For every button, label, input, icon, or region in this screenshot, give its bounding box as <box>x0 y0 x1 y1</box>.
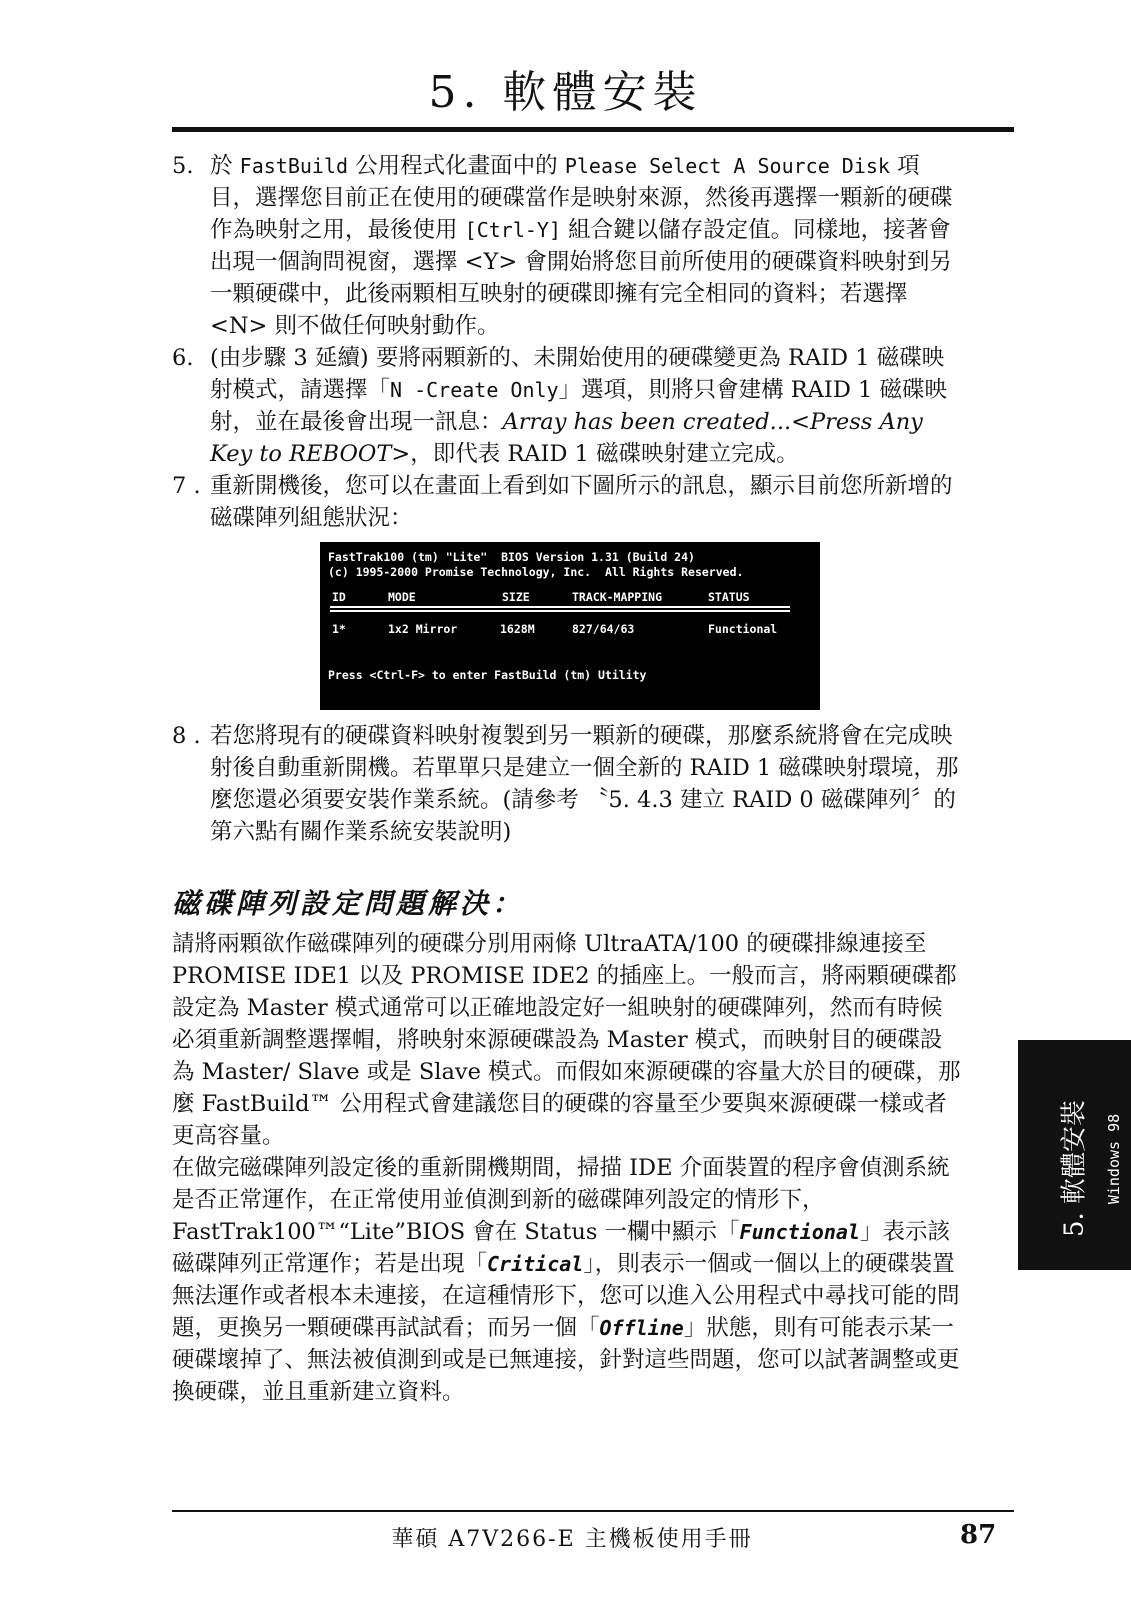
text: 」狀態，則有可能表示某一硬碟壞掉了、無法被偵測到或是已無連接，針對這些問題，您可以試著調整或更換硬碟，並且重新建立資料。 <box>172 1315 960 1405</box>
bios-header-track: TRACK-MAPPING <box>572 590 663 604</box>
bios-header-status: STATUS <box>708 590 750 604</box>
bios-cell-mode: 1x2 Mirror <box>388 622 458 636</box>
section-paragraph-1: 請將兩顆欲作磁碟陣列的硬碟分別用兩條 UltraATA/100 的硬碟排線連接至 PROMISE IDE1 以及 PROMISE IDE2 的插座上。一般而言，將兩顆硬碟都設定為 Master 模式通常可以正確地設定好一組映射的硬碟陣列，然而有時候必須重新調整選擇帽，將映射來源硬碟設為 Master 模式，而映射目的硬碟設為 Master/ Slave 或是 Slave 模式。而假如來源硬碟的容量大於目的硬碟，那麼 FastBuild™ 公用程式會建議您目的硬碟的容量至少要與來源硬碟一樣或者更高容量。 <box>172 931 961 1149</box>
section-heading: 磁碟陣列設定問題解決： <box>172 887 525 920</box>
bios-header-mode: MODE <box>388 590 416 604</box>
bios-line-2: (c) 1995-2000 Promise Technology, Inc. All Rights Reserved. <box>328 565 744 579</box>
text: 」，則表示一個或一個以上的硬碟裝置無法運作或者根本未連接，在這種情形下，您可以進入公用程式中尋找可能的問題，更換另一顆硬碟再試試看；而另一個「 <box>172 1251 960 1341</box>
bios-cell-track: 827/64/63 <box>572 622 635 636</box>
text: 項目，選擇您目前正在使用的硬碟當作是映射來源，然後再選擇一顆新的硬碟作為映射之用，最後使用 <box>210 153 953 243</box>
item-number: 5. <box>172 153 194 179</box>
text: 」表示該磁碟陣列正常運作；若是出現「 <box>172 1219 950 1277</box>
list-item-5 <box>172 150 964 342</box>
text: 於 <box>210 153 240 179</box>
bios-cell-status: Functional <box>708 622 778 636</box>
bios-screenshot <box>320 542 820 710</box>
text: 在做完磁碟陣列設定後的重新開機期間，掃描 IDE 介面裝置的程序會偵測系統是否正常運作，在正常使用並偵測到新的磁碟陣列設定的情形下，FastTrak100™“Lite”BIOS 會在 Status 一欄中顯示「 <box>172 1155 950 1245</box>
text-code: N -Create Only <box>390 378 559 402</box>
text-code: [Ctrl-Y] <box>464 218 561 242</box>
list-item-8 <box>172 720 964 848</box>
footer-text: 華碩 A7V266-E 主機板使用手冊 <box>391 1527 753 1552</box>
text: 若您將現有的硬碟資料映射複製到另一顆新的硬碟，那麼系統將會在完成映射後自動重新開機。若單單只是建立一個全新的 RAID 1 磁碟映射環境，那麼您還必須要安裝作業系統。(請參考 〝5. 4.3 建立 RAID 0 磁碟陣列〞的第六點有關作業系統安裝說明) <box>210 723 959 845</box>
bottom-rule <box>172 1510 1014 1512</box>
status-critical: Critical <box>487 1252 584 1276</box>
content <box>172 150 964 1408</box>
section-paragraph-2 <box>172 1152 964 1408</box>
text: 」選項，則將只會建構 RAID 1 磁碟映射，並在最後會出現一訊息： <box>210 377 947 435</box>
bios-header-id: ID <box>332 590 346 604</box>
text: 組合鍵以儲存設定值。同樣地，接著會出現一個詢問視窗，選擇 <Y> 會開始將您目前所使用的硬碟資料映射到另一顆硬碟中，此後兩顆相互映射的硬碟即擁有完全相同的資料；若選擇 <N> 則不做任何映射動作。 <box>210 217 952 339</box>
text: 公用程式化畫面中的 <box>348 153 565 179</box>
text-italic: Array has been created...<Press Any Key to REBOOT> <box>210 409 923 467</box>
text: 重新開機後，您可以在畫面上看到如下圖所示的訊息，顯示目前您所新增的磁碟陣列組態狀況： <box>210 473 953 531</box>
page-title: 5. 軟體安裝 <box>428 67 703 118</box>
side-tab-subtitle: Windows 98 <box>1105 1113 1123 1205</box>
chapter-side-tab <box>1018 1040 1131 1270</box>
item-number: 7 . <box>172 473 201 499</box>
bios-cell-id: 1* <box>332 622 346 636</box>
status-offline: Offline <box>599 1316 684 1340</box>
bios-divider <box>330 606 790 612</box>
page-number: 87 <box>960 1520 997 1550</box>
list-item-7 <box>172 470 964 534</box>
text: ，即代表 RAID 1 磁碟映射建立完成。 <box>410 441 799 467</box>
side-tab-title: 5. 軟體安裝 <box>1059 1099 1090 1238</box>
bios-line-1: FastTrak100 (tm) "Lite" BIOS Version 1.31 (Build 24) <box>328 550 695 564</box>
list-item-6 <box>172 342 964 470</box>
top-rule <box>172 127 1014 132</box>
bios-header-size: SIZE <box>502 590 530 604</box>
bios-footer: Press <Ctrl-F> to enter FastBuild (tm) Utility <box>328 668 647 682</box>
text-code: Please Select A Source Disk <box>564 154 890 178</box>
item-number: 8 . <box>172 723 201 749</box>
text: (由步驟 3 延續) 要將兩顆新的、未開始使用的硬碟變更為 RAID 1 磁碟映射模式，請選擇「 <box>210 345 945 403</box>
text-code: FastBuild <box>239 154 349 178</box>
item-number: 6. <box>172 345 194 371</box>
status-functional: Functional <box>739 1220 860 1244</box>
bios-cell-size: 1628M <box>500 622 535 636</box>
